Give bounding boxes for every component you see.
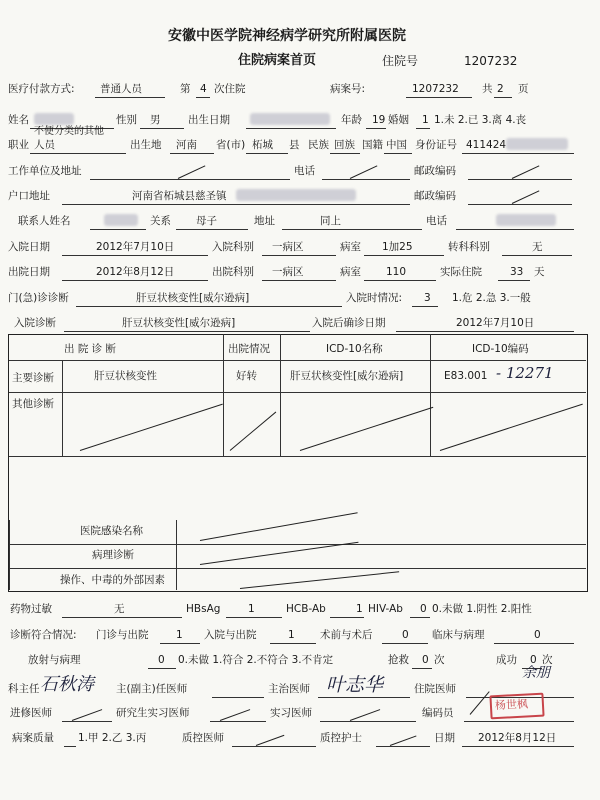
external-factor-label: 操作、中毒的外部因素 — [60, 574, 165, 586]
match-label: 诊断符合情况: — [10, 629, 77, 641]
out-room-label: 病室 — [340, 266, 361, 278]
home-postcode-label: 邮政编码 — [414, 190, 456, 202]
work-postcode-label: 邮政编码 — [414, 165, 456, 177]
resident-signature: 余朋 — [522, 665, 550, 681]
match-outpatient-label: 门诊与出院 — [96, 629, 149, 641]
admission-count-suffix: 次住院 — [214, 83, 246, 95]
days-value: 33 — [510, 266, 524, 278]
ethnic-value: 回族 — [334, 139, 355, 151]
match-pathology-value: 0 — [534, 629, 541, 641]
th-discharge-status: 出院情况 — [228, 343, 270, 355]
age-label: 年龄 — [341, 114, 362, 126]
contact-phone-label: 电话 — [426, 215, 447, 227]
date-label: 日期 — [434, 732, 455, 744]
province-unit: 省(市) — [216, 139, 246, 151]
relation-value: 母子 — [196, 215, 217, 227]
coder-label: 编码员 — [422, 707, 454, 719]
redacted-birth — [250, 113, 330, 125]
days-label: 实际住院 — [440, 266, 482, 278]
nation-label: 国籍 — [362, 139, 383, 151]
contact-addr-label: 地址 — [254, 215, 275, 227]
director-signature: 石秋涛 — [40, 674, 94, 695]
th-icd-name: ICD-10名称 — [326, 343, 383, 355]
marriage-value: 1 — [422, 114, 429, 126]
radiology-label: 放射与病理 — [28, 654, 81, 666]
in-dept-value: 一病区 — [272, 241, 304, 253]
radiology-value: 0 — [158, 654, 165, 666]
director-label: 科主任 — [8, 683, 40, 695]
th-discharge-diag: 出 院 诊 断 — [64, 343, 117, 355]
province-value: 河南 — [176, 139, 197, 151]
in-date-label: 入院日期 — [8, 241, 50, 253]
advanced-doctor-label: 进修医师 — [10, 707, 52, 719]
main-icd-name: 肝豆状核变性[威尔逊病] — [290, 370, 404, 382]
infection-label: 医院感染名称 — [80, 525, 143, 537]
quality-label: 病案质量 — [12, 732, 54, 744]
pages-label: 共 — [482, 83, 493, 95]
hbsag-label: HBsAg — [186, 603, 221, 615]
in-room-label: 病室 — [340, 241, 361, 253]
rescue-value: 0 — [422, 654, 429, 666]
pages-value: 2 — [497, 83, 504, 95]
redacted-contact-phone — [496, 214, 556, 226]
in-dept-label: 入院科别 — [212, 241, 254, 253]
seal-stamp: 杨世枫 — [489, 693, 544, 720]
hivab-label: HIV-Ab — [368, 603, 403, 615]
transfer-value: 无 — [532, 241, 543, 253]
main-icd-handwritten: - 12271 — [496, 364, 554, 382]
radiology-options: 0.未做 1.符合 2.不符合 3.不肯定 — [178, 654, 334, 666]
attending-signature: 叶志华 — [326, 674, 384, 696]
transfer-label: 转科科别 — [448, 241, 490, 253]
qc-nurse-label: 质控护士 — [320, 732, 362, 744]
main-icd-code: E83.001 — [444, 370, 488, 382]
match-outpatient-value: 1 — [176, 629, 183, 641]
days-unit: 天 — [534, 266, 545, 278]
contact-label: 联系人姓名 — [18, 215, 71, 227]
out-dept-value: 一病区 — [272, 266, 304, 278]
admit-condition-label: 入院时情况: — [346, 292, 403, 304]
redacted-name — [34, 113, 74, 125]
name-label: 姓名 — [8, 114, 29, 126]
allergy-value: 无 — [114, 603, 125, 615]
reg-label: 住院号 — [382, 54, 419, 68]
home-value: 河南省柘城县慈圣镇 — [132, 190, 227, 202]
birthplace-label: 出生地 — [130, 139, 162, 151]
out-dept-label: 出院科别 — [212, 266, 254, 278]
match-pathology-label: 临床与病理 — [432, 629, 485, 641]
gender-label: 性别 — [116, 114, 137, 126]
relation-label: 关系 — [150, 215, 171, 227]
ethnic-label: 民族 — [308, 139, 329, 151]
job-value: 人员 — [34, 139, 55, 151]
rescue-unit: 次 — [434, 654, 445, 666]
main-diag-value: 肝豆状核变性 — [94, 370, 157, 382]
resident-label: 住院医师 — [414, 683, 456, 695]
hivab-value: 0 — [420, 603, 427, 615]
success-label: 成功 — [496, 654, 517, 666]
redacted-id — [506, 138, 568, 150]
nation-value: 中国 — [386, 139, 407, 151]
case-number-label: 病案号: — [330, 83, 366, 95]
intern-label: 实习医师 — [270, 707, 312, 719]
hcbab-value: 1 — [356, 603, 363, 615]
success-unit: 次 — [542, 654, 553, 666]
confirm-date-value: 2012年7月10日 — [456, 317, 535, 329]
hospital-name: 安徽中医学院神经病学研究所附属医院 — [168, 28, 406, 44]
work-phone-label: 电话 — [294, 165, 315, 177]
birth-label: 出生日期 — [188, 114, 230, 126]
form-title: 住院病案首页 — [238, 53, 317, 68]
admit-condition-value: 3 — [424, 292, 431, 304]
outpatient-diag-label: 门(急)诊诊断 — [8, 292, 69, 304]
payment-label: 医疗付款方式: — [8, 83, 75, 95]
in-diag-label: 入院诊断 — [14, 317, 56, 329]
th-icd-code: ICD-10编码 — [472, 343, 529, 355]
match-surgery-label: 术前与术后 — [320, 629, 373, 641]
admission-count-prefix: 第 — [180, 83, 191, 95]
home-label: 户口地址 — [8, 190, 50, 202]
job-label: 职业 — [8, 139, 29, 151]
redacted-home — [236, 189, 356, 201]
reg-number: 1207232 — [464, 54, 518, 68]
match-inpatient-label: 入院与出院 — [204, 629, 257, 641]
pages-suffix: 页 — [518, 83, 529, 95]
match-surgery-value: 0 — [402, 629, 409, 641]
redacted-contact — [104, 214, 138, 226]
admit-condition-options: 1.危 2.急 3.一般 — [452, 292, 531, 304]
other-diag-label: 其他诊断 — [12, 398, 54, 410]
quality-options: 1.甲 2.乙 3.丙 — [78, 732, 147, 744]
marriage-options: 1.未 2.已 3.离 4.丧 — [434, 114, 527, 126]
confirm-date-label: 入院后确诊日期 — [312, 317, 386, 329]
rescue-label: 抢救 — [388, 654, 409, 666]
main-diag-label: 主要诊断 — [12, 372, 54, 384]
case-number-value: 1207232 — [412, 83, 459, 95]
out-date-label: 出院日期 — [8, 266, 50, 278]
allergy-label: 药物过敏 — [10, 603, 52, 615]
county-unit: 县 — [289, 139, 300, 151]
hbsag-value: 1 — [248, 603, 255, 615]
attending-label: 主治医师 — [268, 683, 310, 695]
work-label: 工作单位及地址 — [8, 165, 82, 177]
chief-physician-label: 主(副主)任医师 — [116, 683, 188, 695]
qc-doctor-label: 质控医师 — [182, 732, 224, 744]
in-date-value: 2012年7月10日 — [96, 241, 175, 253]
id-value: 411424 — [466, 139, 507, 151]
date-value: 2012年8月12日 — [478, 732, 557, 744]
age-value: 19 — [372, 114, 386, 126]
in-room-value: 1加25 — [382, 241, 413, 253]
marriage-label: 婚姻 — [388, 114, 409, 126]
out-date-value: 2012年8月12日 — [96, 266, 175, 278]
gender-value: 男 — [150, 114, 161, 126]
match-inpatient-value: 1 — [288, 629, 295, 641]
pathology-label: 病理诊断 — [92, 549, 134, 561]
id-label: 身份证号 — [415, 139, 457, 151]
admission-count-value: 4 — [200, 83, 207, 95]
in-diag-value: 肝豆状核变性[威尔逊病] — [122, 317, 236, 329]
hcbab-label: HCB-Ab — [286, 603, 326, 615]
contact-addr-value: 同上 — [320, 215, 341, 227]
outpatient-diag-value: 肝豆状核变性[威尔逊病] — [136, 292, 250, 304]
job-note: 不便分类的其他 — [34, 126, 104, 137]
test-options: 0.未做 1.阴性 2.阳性 — [432, 603, 532, 615]
out-room-value: 110 — [386, 266, 407, 278]
main-status-value: 好转 — [236, 370, 257, 382]
payment-value: 普通人员 — [100, 83, 142, 95]
county-value: 柘城 — [252, 139, 273, 151]
grad-intern-label: 研究生实习医师 — [116, 707, 190, 719]
success-value: 0 — [530, 654, 537, 666]
